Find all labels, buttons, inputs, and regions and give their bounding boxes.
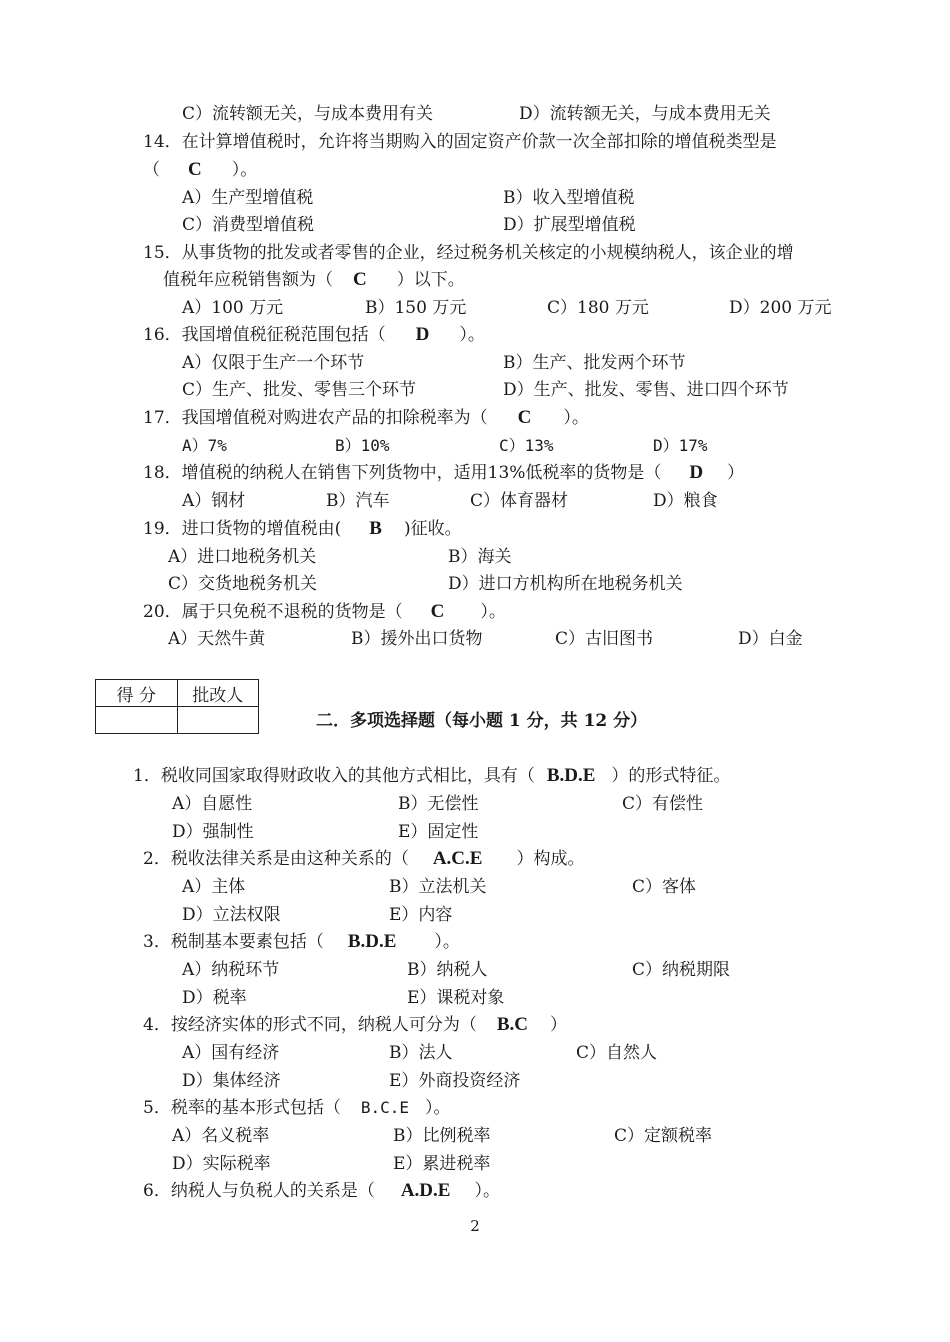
- option-e: E）固定性: [398, 822, 479, 842]
- mc-question-6-stem: 6．纳税人与负税人的关系是（ A.D.E ）。: [143, 1180, 500, 1201]
- mc-question-2-stem: 2．税收法律关系是由这种关系的（ A.C.E ）构成。: [143, 848, 585, 869]
- option-c: C）生产、批发、零售三个环节: [182, 380, 417, 400]
- answer-mark: D: [689, 462, 704, 483]
- option-a: A）7%: [182, 436, 227, 455]
- answer-mark: B: [369, 518, 382, 539]
- answer-mark: A.D.E: [400, 1180, 451, 1201]
- option-a: A）天然牛黄: [168, 629, 266, 649]
- option-d: D）扩展型增值税: [503, 215, 636, 235]
- option-a: A）100 万元: [182, 298, 284, 318]
- option-b: B）纳税人: [407, 960, 488, 980]
- answer-mark: B.D.E: [546, 765, 596, 786]
- question-14-stem: 14．在计算增值税时，允许将当期购入的固定资产价款一次全部扣除的增值税类型是: [143, 132, 777, 152]
- option-a: A）主体: [182, 877, 246, 897]
- answer-mark: C: [517, 407, 532, 428]
- option-d: D）17%: [653, 436, 708, 455]
- answer-mark: C: [430, 601, 445, 622]
- score-cell: [96, 707, 178, 734]
- option-d: D）集体经济: [182, 1071, 281, 1091]
- option-e: E）内容: [389, 905, 453, 925]
- answer-mark: C: [188, 159, 202, 180]
- answer-mark: B.C: [496, 1014, 528, 1035]
- question-19-stem: 19．进口货物的增值税由( B )征收。: [143, 518, 462, 539]
- question-15-stem: 15．从事货物的批发或者零售的企业，经过税务机关核定的小规模纳税人，该企业的增: [143, 243, 794, 263]
- option-a: A）国有经济: [182, 1043, 280, 1063]
- answer-mark: D: [415, 324, 430, 345]
- mc-question-3-stem: 3．税制基本要素包括（ B.D.E ）。: [143, 931, 460, 952]
- question-18-stem: 18．增值税的纳税人在销售下列货物中，适用13%低税率的货物是（ D ）: [143, 462, 745, 483]
- option-d: D）进口方机构所在地税务机关: [448, 574, 683, 594]
- option-a: A）进口地税务机关: [168, 547, 317, 567]
- option-d: D）生产、批发、零售、进口四个环节: [503, 380, 789, 400]
- option-b: B）10%: [335, 436, 390, 455]
- option-c: C）古旧图书: [555, 629, 654, 649]
- option-c: C）有偿性: [622, 794, 704, 814]
- option-c: C）消费型增值税: [182, 215, 315, 235]
- option-d: D）200 万元: [729, 298, 832, 318]
- score-header: 得 分: [96, 680, 178, 707]
- option-c: C）自然人: [576, 1043, 658, 1063]
- question-14-answer-line: （ C ）。: [143, 159, 258, 180]
- option-e: E）累进税率: [393, 1154, 491, 1174]
- answer-mark: C: [353, 269, 367, 290]
- page-number: 2: [470, 1217, 480, 1235]
- question-20-stem: 20．属于只免税不退税的货物是（ C ）。: [143, 601, 506, 622]
- option-b: B）援外出口货物: [351, 629, 483, 649]
- option-a: A）纳税环节: [182, 960, 280, 980]
- mc-question-1-stem: 1．税收同国家取得财政收入的其他方式相比，具有（ B.D.E ）的形式特征。: [133, 765, 731, 786]
- option-c: C）13%: [499, 436, 554, 455]
- option-b: B）比例税率: [393, 1126, 491, 1146]
- option-b: B）收入型增值税: [503, 188, 635, 208]
- option-d: D）流转额无关，与成本费用无关: [519, 104, 771, 124]
- grader-cell: [177, 707, 259, 734]
- option-d: D）立法权限: [182, 905, 281, 925]
- option-a: A）仅限于生产一个环节: [182, 353, 365, 373]
- option-b: B）汽车: [326, 491, 390, 511]
- option-e: E）课税对象: [407, 988, 505, 1008]
- option-a: A）钢材: [182, 491, 246, 511]
- option-c: C）纳税期限: [632, 960, 731, 980]
- mc-question-4-stem: 4．按经济实体的形式不同，纳税人可分为（ B.C ）: [143, 1014, 567, 1035]
- option-a: A）自愿性: [172, 794, 253, 814]
- option-a: A）生产型增值税: [182, 188, 314, 208]
- option-b: B）生产、批发两个环节: [503, 353, 686, 373]
- score-table: [95, 679, 259, 734]
- option-d: D）税率: [182, 988, 247, 1008]
- option-e: E）外商投资经济: [389, 1071, 521, 1091]
- option-d: D）强制性: [172, 822, 254, 842]
- question-15-stem-cont: 值税年应税销售额为（ C ）以下。: [163, 269, 465, 290]
- option-c: C）客体: [632, 877, 697, 897]
- option-b: B）无偿性: [398, 794, 479, 814]
- option-c: C）定额税率: [614, 1126, 713, 1146]
- option-b: B）150 万元: [365, 298, 467, 318]
- section-title: 二．多项选择题（每小题 1 分，共 12 分）: [316, 711, 648, 731]
- answer-mark: B.D.E: [347, 931, 397, 952]
- option-c: C）180 万元: [547, 298, 649, 318]
- mc-question-5-stem: 5．税率的基本形式包括（ B.C.E ）。: [143, 1098, 451, 1118]
- option-d: D）实际税率: [172, 1154, 271, 1174]
- option-d: D）粮食: [653, 491, 718, 511]
- question-17-stem: 17．我国增值税对购进农产品的扣除税率为（ C ）。: [143, 407, 589, 428]
- option-c: C）体育器材: [470, 491, 569, 511]
- option-b: B）海关: [448, 547, 512, 567]
- option-b: B）法人: [389, 1043, 453, 1063]
- option-c: C）流转额无关，与成本费用有关: [182, 104, 434, 124]
- option-a: A）名义税率: [172, 1126, 270, 1146]
- question-16-stem: 16．我国增值税征税范围包括（ D ）。: [143, 324, 485, 345]
- option-b: B）立法机关: [389, 877, 487, 897]
- option-c: C）交货地税务机关: [168, 574, 318, 594]
- answer-mark: B.C.E: [360, 1098, 409, 1117]
- option-d: D）白金: [738, 629, 803, 649]
- grader-header: 批改人: [177, 680, 259, 707]
- answer-mark: A.C.E: [432, 848, 483, 869]
